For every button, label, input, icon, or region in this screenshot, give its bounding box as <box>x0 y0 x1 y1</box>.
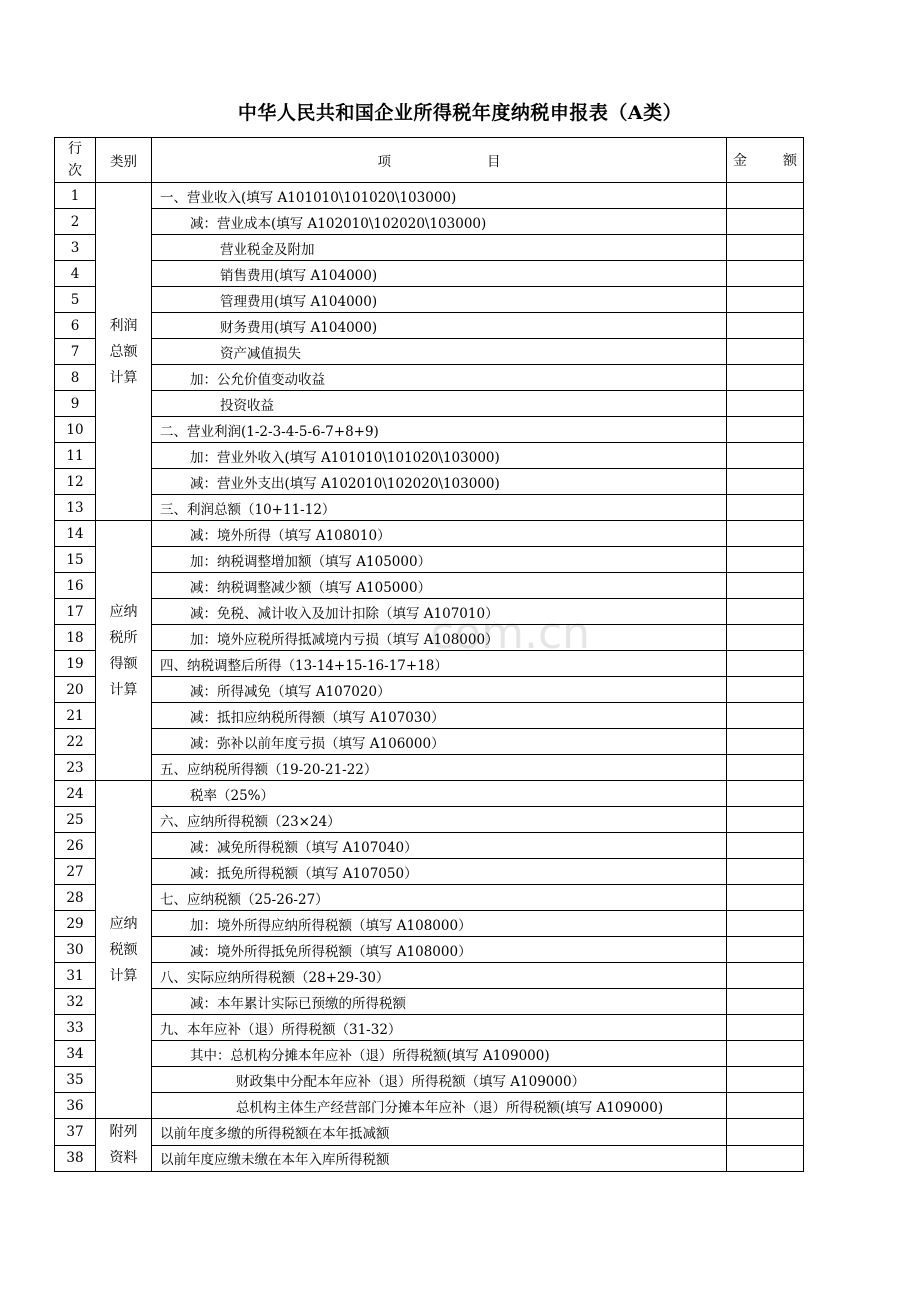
amount-field[interactable] <box>727 261 804 287</box>
line-number: 26 <box>55 833 96 859</box>
form-title: 中华人民共和国企业所得税年度纳税申报表（A类） <box>237 102 683 124</box>
item-label: 减：所得减免（填写 A107020） <box>152 677 727 703</box>
category-appendix <box>96 1119 152 1172</box>
line-number: 31 <box>55 963 96 989</box>
table-row <box>55 573 804 599</box>
line-number: 12 <box>55 469 96 495</box>
table-row <box>55 313 804 339</box>
amount-field[interactable] <box>727 807 804 833</box>
line-number: 36 <box>55 1093 96 1119</box>
line-number: 34 <box>55 1041 96 1067</box>
line-number: 4 <box>55 261 96 287</box>
item-label: 减：弥补以前年度亏损（填写 A106000） <box>152 729 727 755</box>
item-label: 加：公允价值变动收益 <box>152 365 727 391</box>
category-label: 计算 <box>109 967 138 984</box>
header-item <box>152 138 727 183</box>
category-label: 总额 <box>109 343 138 360</box>
amount-field[interactable] <box>727 235 804 261</box>
line-number: 37 <box>55 1119 96 1146</box>
amount-field[interactable] <box>727 365 804 391</box>
item-label: 财政集中分配本年应补（退）所得税额（填写 A109000） <box>152 1067 727 1093</box>
table-row <box>55 1041 804 1067</box>
item-label: 加：境外所得应纳所得税额（填写 A108000） <box>152 911 727 937</box>
header-amount-1: 金 <box>733 153 747 169</box>
watermark: com.cn <box>430 608 591 659</box>
amount-field[interactable] <box>727 417 804 443</box>
amount-field[interactable] <box>727 833 804 859</box>
header-item-2: 目 <box>487 154 501 170</box>
table-row <box>55 469 804 495</box>
category-label: 应纳 <box>109 603 138 620</box>
line-number: 21 <box>55 703 96 729</box>
item-label: 减：纳税调整减少额（填写 A105000） <box>152 573 727 599</box>
line-number: 23 <box>55 755 96 781</box>
table-row <box>55 885 804 911</box>
amount-field[interactable] <box>727 937 804 963</box>
amount-field[interactable] <box>727 781 804 807</box>
table-row <box>55 1067 804 1093</box>
item-label: 税率（25%） <box>152 781 727 807</box>
category-label: 附列 <box>109 1124 138 1140</box>
item-label: 加：境外应税所得抵减境内亏损（填写 A108000） <box>152 625 727 651</box>
item-label: 三、利润总额（10+11-12） <box>152 495 727 521</box>
amount-field[interactable] <box>727 989 804 1015</box>
amount-field[interactable] <box>727 443 804 469</box>
amount-field[interactable] <box>727 729 804 755</box>
line-number: 33 <box>55 1015 96 1041</box>
table-row <box>55 833 804 859</box>
header-line-no-1: 行 <box>68 141 82 157</box>
table-row <box>55 183 804 209</box>
line-number: 22 <box>55 729 96 755</box>
amount-field[interactable] <box>727 573 804 599</box>
table-row <box>55 781 804 807</box>
amount-field[interactable] <box>727 313 804 339</box>
table-row <box>55 937 804 963</box>
table-row <box>55 729 804 755</box>
table-row <box>55 1015 804 1041</box>
line-number: 29 <box>55 911 96 937</box>
line-number: 18 <box>55 625 96 651</box>
line-number: 10 <box>55 417 96 443</box>
table-row <box>55 365 804 391</box>
amount-field[interactable] <box>727 1067 804 1093</box>
amount-field[interactable] <box>727 521 804 547</box>
table-row <box>55 209 804 235</box>
item-label: 六、应纳所得税额（23×24） <box>152 807 727 833</box>
item-label: 减：境外所得（填写 A108010） <box>152 521 727 547</box>
table-row <box>55 677 804 703</box>
amount-field[interactable] <box>727 1119 804 1146</box>
category-label: 税所 <box>109 629 138 646</box>
amount-field[interactable] <box>727 1015 804 1041</box>
amount-field[interactable] <box>727 703 804 729</box>
category-label: 计算 <box>109 681 138 698</box>
line-number: 6 <box>55 313 96 339</box>
table-row <box>55 755 804 781</box>
amount-field[interactable] <box>727 755 804 781</box>
amount-field[interactable] <box>727 547 804 573</box>
item-label: 减：抵扣应纳税所得额（填写 A107030） <box>152 703 727 729</box>
table-row <box>55 339 804 365</box>
item-label: 加：营业外收入(填写 A101010\101020\103000) <box>152 443 727 469</box>
table-row <box>55 963 804 989</box>
item-label: 一、营业收入(填写 A101010\101020\103000) <box>152 183 727 209</box>
table-row <box>55 521 804 547</box>
line-number: 2 <box>55 209 96 235</box>
line-number: 25 <box>55 807 96 833</box>
item-label: 九、本年应补（退）所得税额（31-32） <box>152 1015 727 1041</box>
line-number: 15 <box>55 547 96 573</box>
item-label: 以前年度多缴的所得税额在本年抵减额 <box>152 1119 727 1146</box>
amount-field[interactable] <box>727 625 804 651</box>
category-label: 应纳 <box>109 915 138 932</box>
line-number: 28 <box>55 885 96 911</box>
line-number: 13 <box>55 495 96 521</box>
line-number: 8 <box>55 365 96 391</box>
amount-field[interactable] <box>727 859 804 885</box>
item-label: 减：抵免所得税额（填写 A107050） <box>152 859 727 885</box>
item-label: 管理费用(填写 A104000) <box>152 287 727 313</box>
amount-field[interactable] <box>727 287 804 313</box>
table-row <box>55 625 804 651</box>
table-row <box>55 703 804 729</box>
line-number: 16 <box>55 573 96 599</box>
header-item-1: 项 <box>377 154 391 170</box>
line-number: 35 <box>55 1067 96 1093</box>
item-label: 以前年度应缴未缴在本年入库所得税额 <box>152 1145 727 1172</box>
tax-return-table <box>54 137 804 1172</box>
category-profit <box>96 183 152 521</box>
header-amount-2: 额 <box>783 153 797 169</box>
line-number: 24 <box>55 781 96 807</box>
table-row <box>55 235 804 261</box>
item-label: 营业税金及附加 <box>152 235 727 261</box>
category-taxable-income <box>96 521 152 781</box>
category-label: 利润 <box>109 317 138 334</box>
category-label: 税额 <box>109 941 138 958</box>
amount-field[interactable] <box>727 183 804 209</box>
table-row <box>55 443 804 469</box>
line-number: 30 <box>55 937 96 963</box>
line-number: 1 <box>55 183 96 209</box>
item-label: 投资收益 <box>152 391 727 417</box>
line-number: 14 <box>55 521 96 547</box>
line-number: 9 <box>55 391 96 417</box>
amount-field[interactable] <box>727 1041 804 1067</box>
category-label: 计算 <box>109 369 138 386</box>
line-number: 19 <box>55 651 96 677</box>
item-label: 减：营业外支出(填写 A102010\102020\103000) <box>152 469 727 495</box>
line-number: 38 <box>55 1145 96 1172</box>
amount-field[interactable] <box>727 651 804 677</box>
amount-field[interactable] <box>727 1145 804 1172</box>
item-label: 资产减值损失 <box>152 339 727 365</box>
line-number: 5 <box>55 287 96 313</box>
amount-field[interactable] <box>727 677 804 703</box>
item-label: 总机构主体生产经营部门分摊本年应补（退）所得税额(填写 A109000) <box>152 1093 727 1119</box>
amount-field[interactable] <box>727 911 804 937</box>
line-number: 27 <box>55 859 96 885</box>
line-number: 3 <box>55 235 96 261</box>
item-label: 加：纳税调整增加额（填写 A105000） <box>152 547 727 573</box>
item-label: 七、应纳税额（25-26-27） <box>152 885 727 911</box>
header-line-no <box>55 138 96 183</box>
table-row <box>55 261 804 287</box>
header-line-no-2: 次 <box>68 163 82 179</box>
table-row <box>55 859 804 885</box>
amount-field[interactable] <box>727 339 804 365</box>
item-label: 财务费用(填写 A104000) <box>152 313 727 339</box>
line-number: 20 <box>55 677 96 703</box>
amount-field[interactable] <box>727 495 804 521</box>
line-number: 7 <box>55 339 96 365</box>
item-label: 减：营业成本(填写 A102010\102020\103000) <box>152 209 727 235</box>
item-label: 销售费用(填写 A104000) <box>152 261 727 287</box>
category-tax-payable <box>96 781 152 1119</box>
table-row <box>55 599 804 625</box>
table-row <box>55 1119 804 1146</box>
table-row <box>55 911 804 937</box>
table-row <box>55 417 804 443</box>
table-row <box>55 391 804 417</box>
line-number: 17 <box>55 599 96 625</box>
amount-field[interactable] <box>727 885 804 911</box>
item-label: 八、实际应纳所得税额（28+29-30） <box>152 963 727 989</box>
item-label: 减：境外所得抵免所得税额（填写 A108000） <box>152 937 727 963</box>
table-row <box>55 651 804 677</box>
item-label: 二、营业利润(1-2-3-4-5-6-7+8+9) <box>152 417 727 443</box>
category-label: 得额 <box>109 655 138 672</box>
table-row <box>55 287 804 313</box>
table-row <box>55 1093 804 1119</box>
line-number: 32 <box>55 989 96 1015</box>
header-amount <box>727 138 804 183</box>
table-row <box>55 807 804 833</box>
header-category: 类别 <box>96 138 152 183</box>
amount-field[interactable] <box>727 963 804 989</box>
amount-field[interactable] <box>727 469 804 495</box>
item-label: 其中：总机构分摊本年应补（退）所得税额(填写 A109000) <box>152 1041 727 1067</box>
amount-field[interactable] <box>727 209 804 235</box>
header-row <box>55 138 804 183</box>
amount-field[interactable] <box>727 391 804 417</box>
line-number: 11 <box>55 443 96 469</box>
item-label: 五、应纳税所得额（19-20-21-22） <box>152 755 727 781</box>
item-label: 减：免税、减计收入及加计扣除（填写 A107010） <box>152 599 727 625</box>
table-row <box>55 1145 804 1172</box>
item-label: 减：减免所得税额（填写 A107040） <box>152 833 727 859</box>
category-label: 资料 <box>109 1150 138 1166</box>
amount-field[interactable] <box>727 1093 804 1119</box>
item-label: 减：本年累计实际已预缴的所得税额 <box>152 989 727 1015</box>
table-row <box>55 495 804 521</box>
amount-field[interactable] <box>727 599 804 625</box>
table-row <box>55 989 804 1015</box>
item-label: 四、纳税调整后所得（13-14+15-16-17+18） <box>152 651 727 677</box>
table-row <box>55 547 804 573</box>
